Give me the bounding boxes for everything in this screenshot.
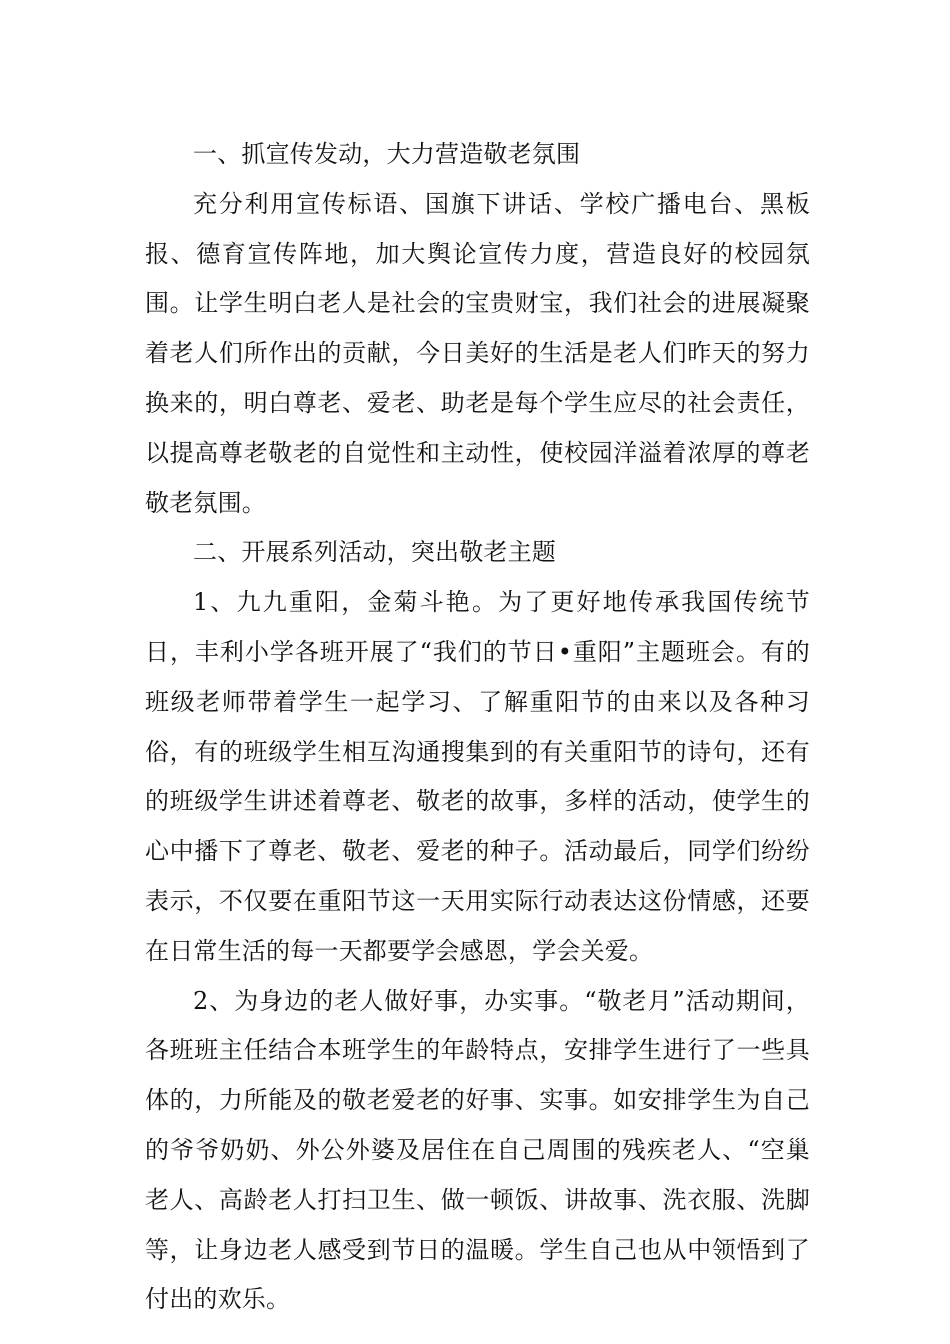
section-2-heading: 二、开展系列活动，突出敬老主题 <box>193 538 556 567</box>
document-body <box>145 130 810 1325</box>
section-1-paragraph: 充分利用宣传标语、国旗下讲话、学校广播电台、黑板报、德育宣传阵地，加大舆论宣传力度，营造良好的校园氛围。让学生明白老人是社会的宝贵财宝，我们社会的进展凝聚着老人们所作出的贡献，今日美好的生活是老人们昨天的努力换来的，明白尊老、爱老、助老是每个学生应尽的社会责任，以提高尊老敬老的自觉性和主动性，使校园洋溢着浓厚的尊老敬老氛围。 <box>145 189 810 517</box>
section-2-item-1: 1、九九重阳，金菊斗艳。为了更好地传承我国传统节日，丰利小学各班开展了“我们的节日•重阳”主题班会。有的班级老师带着学生一起学习、了解重阳节的由来以及各种习俗，有的班级学生相互沟通搜集到的有关重阳节的诗句，还有的班级学生讲述着尊老、敬老的故事，多样的活动，使学生的心中播下了尊老、敬老、爱老的种子。活动最后，同学们纷纷表示，不仅要在重阳节这一天用实际行动表达这份情感，还要在日常生活的每一天都要学会感恩，学会关爱。 <box>145 588 810 965</box>
section-2-item-2: 2、为身边的老人做好事，办实事。“敬老月”活动期间，各班班主任结合本班学生的年龄特点，安排学生进行了一些具体的，力所能及的敬老爱老的好事、实事。如安排学生为自己的爷爷奶奶、外公外婆及居住在自己周围的残疾老人、“空巢老人、高龄老人打扫卫生、做一顿饭、讲故事、洗衣服、洗脚等，让身边老人感受到节日的温暖。学生自己也从中领悟到了付出的欢乐。 <box>145 986 810 1314</box>
section-1-heading: 一、抓宣传发动，大力营造敬老氛围 <box>193 140 581 168</box>
